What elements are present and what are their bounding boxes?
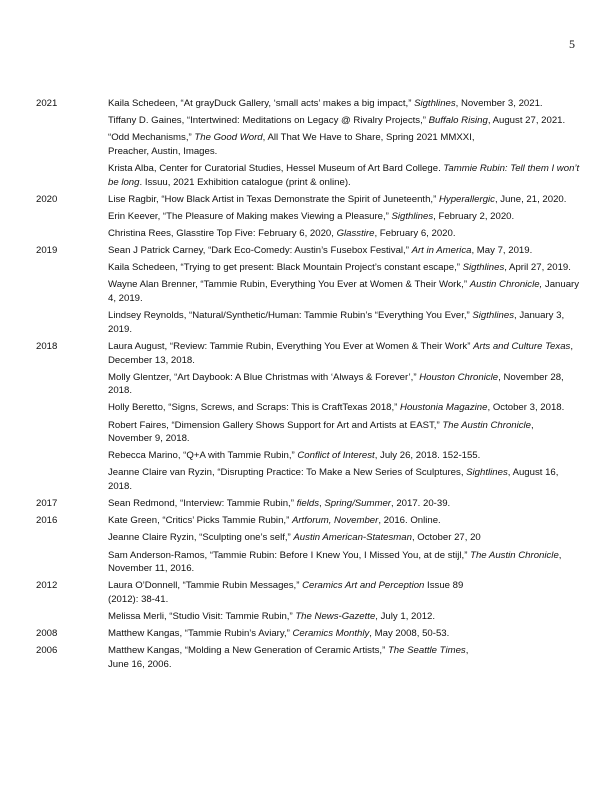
entry-text: , June, 21, 2020. [494, 193, 567, 205]
entry-text: Kaila Schedeen, “Trying to get present: Black Mountain Project’s constant escape,” [108, 262, 463, 274]
year-label: 2017 [36, 498, 58, 510]
entry-text: , December 13, 2018. [108, 340, 573, 366]
entry-text: Sean Redmond, “Interview: Tammie Rubin,” [108, 498, 297, 510]
bibliography-entry [108, 114, 580, 128]
entry-text: , July 1, 2012. [375, 611, 436, 623]
year-label: 2012 [36, 580, 58, 592]
entry-text: , November 3, 2021. [455, 98, 543, 109]
entry-text: Jeanne Claire Ryzin, “Sculpting one’s self,” [108, 532, 294, 544]
publication-title: The Seattle Times [387, 645, 466, 657]
publication-title: Sigthlines [391, 210, 434, 222]
entry-list [108, 627, 580, 644]
publication-title: The Austin Chronicle [470, 549, 559, 561]
publication-title: Sigthlines [472, 310, 514, 322]
page-number: 5 [569, 37, 575, 51]
year-label: 2021 [36, 98, 58, 109]
entry-text: , November 9, 2018. [108, 419, 534, 445]
entry-list [108, 644, 580, 675]
bibliography-entry [108, 610, 580, 624]
publication-title: Art in America [411, 245, 472, 257]
publication-title: Buffalo Rising [428, 115, 488, 127]
entry-text: Tiffany D. Gaines, “Intertwined: Meditations on Legacy @ Rivalry Projects,” [108, 115, 429, 127]
year-label: 2020 [36, 193, 58, 205]
entry-text: , July 26, 2018. 152-155. [374, 450, 481, 462]
entry-list [108, 497, 580, 514]
entry-text: Matthew Kangas, “Tammie Rubin’s Aviary,” [108, 628, 293, 640]
entry-text: Matthew Kangas, “Molding a New Generation of Ceramic Artists,” [108, 645, 388, 657]
year-group [36, 193, 580, 244]
bibliography-entry [108, 309, 580, 336]
entry-text: , February 6, 2020. [374, 227, 456, 239]
entry-text: , February 2, 2020. [433, 210, 515, 222]
publication-title: Hyperallergic [438, 193, 495, 205]
entry-text: (2012): 38-41. [108, 594, 169, 605]
entry-text: , August 27, 2021. [487, 115, 566, 127]
year-label: 2016 [36, 515, 58, 527]
entry-text: , [465, 645, 469, 657]
year-group [36, 579, 580, 627]
entry-text: Kate Green, “Critics’ Picks Tammie Rubin,” [108, 515, 292, 527]
publication-title: Sigthlines [414, 98, 456, 109]
bibliography-entry [108, 497, 580, 511]
entry-text: , October 27, 20 [411, 532, 481, 544]
entry-text: Wayne Alan Brenner, “Tammie Rubin, Everything You Ever at Women & Their Work,” [108, 279, 470, 291]
bibliography-entry [108, 244, 580, 258]
bibliography-entry [108, 658, 580, 672]
bibliography-entry [108, 340, 580, 367]
year-group [36, 497, 580, 514]
publication-title: Spring/Summer [324, 498, 391, 510]
publication-title: Ceramics Art and Perception [302, 580, 425, 592]
publication-title: The News-Gazette [295, 611, 376, 623]
bibliography-entry [108, 549, 580, 576]
bibliography-entry [108, 227, 580, 241]
year-label: 2006 [36, 645, 58, 657]
entry-text: Kaila Schedeen, “At grayDuck Gallery, ‘small acts’ makes a big impact,” [108, 98, 415, 109]
entry-text: Laura August, “Review: Tammie Rubin, Everything You Ever at Women & Their Work” [108, 340, 474, 352]
year-group [36, 627, 580, 644]
year-group [36, 244, 580, 340]
entry-list [108, 579, 580, 627]
year-group [36, 340, 580, 497]
year-group [36, 97, 580, 193]
entry-text: , November 11, 2016. [108, 549, 562, 575]
bibliography-entry [108, 419, 580, 446]
bibliography-entry [108, 401, 580, 415]
entry-text: Christina Rees, Glasstire Top Five: February 6, 2020, [108, 227, 337, 239]
year-label: 2018 [36, 340, 58, 352]
publication-title: Houstonia Magazine [400, 402, 488, 414]
entry-text: . Issuu, 2021 Exhibition catalogue (print & online). [139, 176, 351, 188]
entry-text: Sean J Patrick Carney, “Dark Eco-Comedy: Austin’s Fusebox Festival,” [108, 245, 412, 257]
entry-text: Preacher, Austin, Images. [108, 145, 218, 157]
bibliography-entry [108, 514, 580, 528]
entry-text: Rebecca Marino, “Q+A with Tammie Rubin,” [108, 450, 298, 462]
bibliography-entry [108, 449, 580, 463]
bibliography-entry [108, 627, 580, 641]
entry-text: , All That We Have to Share, Spring 2021 MMXXI, [262, 132, 475, 144]
entry-text: , April 27, 2019. [504, 262, 571, 274]
publication-title: Houston Chronicle [419, 371, 499, 383]
entry-text: Erin Keever, “The Pleasure of Making makes Viewing a Pleasure,” [108, 210, 392, 222]
entry-list [108, 193, 580, 244]
entry-text: , 2017. 20-39. [391, 498, 451, 510]
entry-text: June 16, 2006. [108, 658, 172, 670]
bibliography-entry [108, 261, 580, 275]
publication-title: Sigthlines [462, 262, 505, 274]
entry-text: Laura O’Donnell, “Tammie Rubin Messages,” [108, 580, 303, 592]
publication-title: Conflict of Interest [297, 450, 375, 462]
bibliography-entry [108, 531, 580, 545]
entry-text: , November 28, 2018. [108, 371, 564, 397]
bibliography-entry [108, 466, 580, 493]
entry-text: January 4, 2019. [108, 279, 580, 304]
entry-text: Lindsey Reynolds, “Natural/Synthetic/Human: Tammie Rubin’s “Everything You Ever,” [108, 310, 473, 322]
entry-text: Krista Alba, Center for Curatorial Studies, Hessel Museum of Art Bard College. [108, 162, 444, 174]
bibliography-entry [108, 131, 580, 145]
entry-list [108, 244, 580, 340]
publication-title: Austin American-Statesman [293, 532, 412, 544]
bibliography-list [36, 97, 580, 675]
year-label: 2008 [36, 628, 58, 640]
bibliography-entry [108, 644, 580, 658]
publication-title: fields [296, 498, 319, 510]
year-label: 2019 [36, 245, 58, 257]
entry-text: Holly Beretto, “Signs, Screws, and Scraps: This is CraftTexas 2018,” [108, 402, 401, 414]
entry-text: , August 16, 2018. [108, 467, 559, 493]
entry-text: , [319, 498, 325, 510]
entry-text: Jeanne Claire van Ryzin, “Disrupting Practice: To Make a New Series of Sculptures, [108, 467, 467, 479]
entry-text: , May 2008, 50-53. [369, 628, 450, 640]
publication-title: Artforum, November [291, 515, 379, 527]
entry-text: Sam Anderson-Ramos, “Tammie Rubin: Before I Knew You, I Missed You, at de stijl,” [108, 549, 471, 561]
publication-title: Arts and Culture Texas [473, 340, 571, 352]
bibliography-entry [108, 593, 580, 607]
publication-title: The Austin Chronicle [442, 419, 532, 431]
bibliography-entry [108, 371, 580, 398]
entry-text: “Odd Mechanisms,” [108, 132, 195, 144]
bibliography-entry [108, 145, 580, 159]
year-group [36, 514, 580, 579]
publication-title: Austin Chronicle, [469, 279, 543, 291]
entry-text: Issue 89 [424, 580, 464, 592]
entry-list [108, 340, 580, 497]
entry-text: Melissa Merli, “Studio Visit: Tammie Rubin,” [108, 611, 296, 623]
entry-text: , 2016. Online. [378, 515, 441, 527]
bibliography-entry [108, 210, 580, 224]
entry-text: Lise Ragbir, “How Black Artist in Texas Demonstrate the Spirit of Juneteenth,” [108, 193, 439, 205]
entry-list [108, 97, 580, 193]
bibliography-entry [108, 193, 580, 207]
entry-text: , May 7, 2019. [471, 245, 533, 257]
publication-title: Ceramics Monthly [292, 628, 370, 640]
bibliography-entry [108, 97, 580, 111]
publication-title: Sightlines [466, 467, 508, 479]
entry-text: Robert Faires, “Dimension Gallery Shows Support for Art and Artists at EAST,” [108, 419, 443, 431]
entry-text: , January 3, 2019. [108, 310, 565, 335]
year-group [36, 644, 580, 675]
bibliography-entry [108, 278, 580, 305]
entry-text: Molly Glentzer, “Art Daybook: A Blue Christmas with ‘Always & Forever’,” [108, 371, 420, 383]
publication-title: Tammie Rubin: Tell them I won’t be long [108, 162, 580, 188]
bibliography-entry [108, 162, 580, 189]
publication-title: The Good Word [194, 132, 263, 144]
publication-title: Glasstire [336, 227, 375, 239]
bibliography-entry [108, 579, 580, 593]
entry-list [108, 514, 580, 579]
entry-text: , October 3, 2018. [487, 402, 565, 414]
